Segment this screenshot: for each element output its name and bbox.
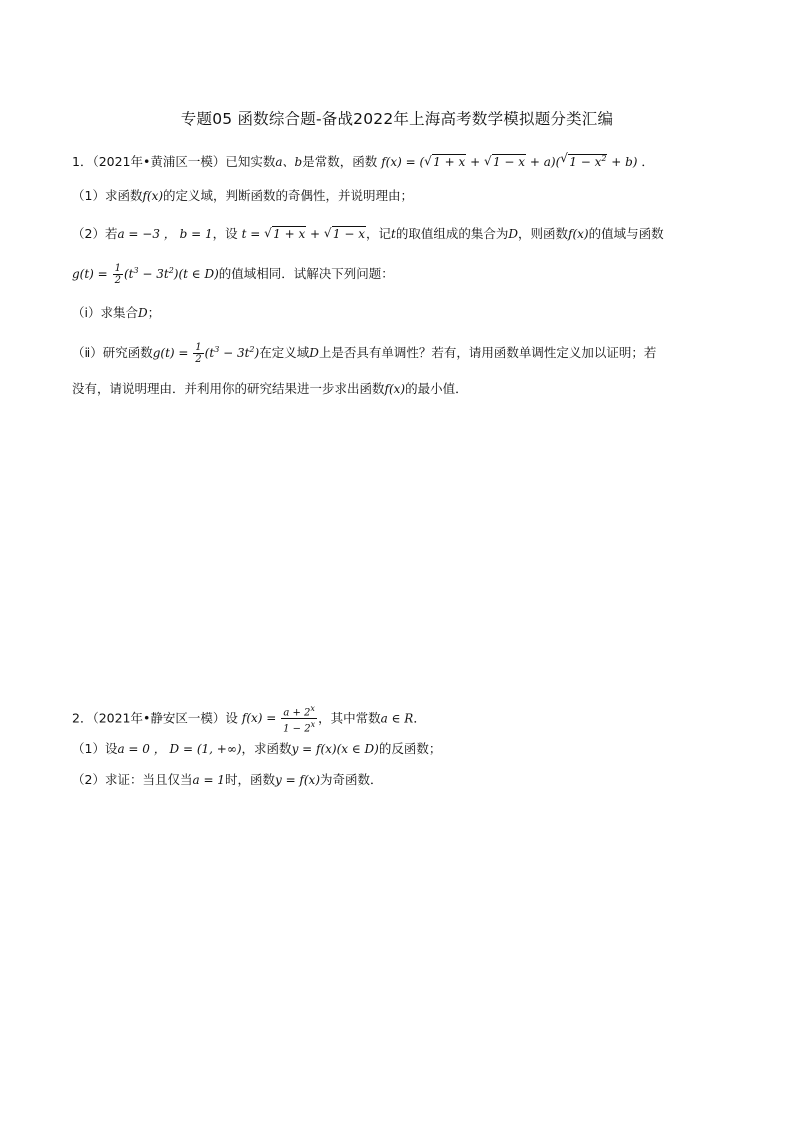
q1-p2-condition: a = −3 ， b = 1 bbox=[117, 227, 213, 241]
q1-vars: a、b bbox=[275, 155, 303, 169]
q2-intro2: ，其中常数 bbox=[318, 710, 381, 726]
q1-g-definition-2: g(t) = $\frac{1}{2}$ $(t^3 - 3t^2)$ bbox=[152, 342, 260, 365]
q2-aR: a ∈ R bbox=[380, 711, 414, 726]
q1-p1-text-b: 的定义域，判断函数的奇偶性，并说明理由； bbox=[163, 188, 414, 203]
q2-part2 bbox=[72, 771, 383, 789]
q2-p2-text-c: 为奇函数． bbox=[320, 772, 383, 787]
q1-part2-line1 bbox=[72, 225, 664, 243]
q1-p2-text-g: 的值域相同．试解决下列问题： bbox=[218, 266, 394, 281]
q2-p1-cond: a = 0 ， D = (1, +∞) bbox=[117, 742, 242, 756]
q1-part-ii-line1 bbox=[72, 341, 656, 365]
q1-function-formula: f(x) = (√ 1 + x + √ 1 − x + a)(√ $1 - x^2 + b$) bbox=[381, 155, 641, 169]
q1-part-i bbox=[72, 304, 160, 322]
q1-part1 bbox=[72, 187, 413, 205]
q1-pii-text-a: （ⅱ）研究函数 bbox=[72, 345, 153, 360]
q1-D-3: D bbox=[309, 346, 319, 360]
q1-pi-text: （ⅰ）求集合 bbox=[72, 305, 138, 320]
q1-p2-text-c: ，记 bbox=[366, 226, 392, 241]
q2-p2-cond: a = 1 bbox=[192, 773, 225, 787]
q1-t: t bbox=[391, 227, 396, 241]
page-title: 专题05 函数综合题-备战2022年上海高考数学模拟题分类汇编 bbox=[180, 110, 614, 128]
q1-intro2: 是常数，函数 bbox=[302, 154, 378, 169]
q1-fx-2: f(x) bbox=[568, 227, 589, 241]
q1-p2-text-a: （2）若 bbox=[72, 226, 118, 241]
q1-g-definition: g(t) = $\frac{1}{2}$ $(t^3 - 3t^2)(t$ ∈ D) bbox=[72, 263, 219, 286]
q1-pii-text-e: 的最小值． bbox=[405, 381, 468, 396]
q2-p2-text-b: 时，函数 bbox=[224, 772, 275, 787]
q2-p1-text-b: ，求函数 bbox=[241, 741, 292, 756]
q1-intro: 1．（2021年•黄浦区一模）已知实数 bbox=[72, 154, 276, 169]
q1-p2-text-e: ，则函数 bbox=[518, 226, 569, 241]
q2-p2-y: y = f(x) bbox=[274, 773, 321, 787]
q2-end: ． bbox=[413, 710, 426, 726]
q2-part1 bbox=[72, 740, 441, 758]
q2-line-1 bbox=[72, 703, 426, 735]
q1-line-1 bbox=[72, 150, 654, 171]
q2-p2-text-a: （2）求证：当且仅当 bbox=[72, 772, 193, 787]
q2-p1-text-a: （1）设 bbox=[72, 741, 118, 756]
q1-D-2: D bbox=[137, 306, 148, 320]
q1-fx: f(x) bbox=[142, 189, 164, 203]
q2-p1-y: y = f(x)(x ∈ D) bbox=[291, 742, 379, 756]
q1-p2-text-f: 的值域与函数 bbox=[588, 226, 664, 241]
q1-part-ii-line2 bbox=[72, 380, 468, 398]
q1-p1-text-a: （1）求函数 bbox=[72, 188, 143, 203]
q2-p1-text-c: 的反函数； bbox=[378, 741, 442, 756]
q1-pii-text-c: 上是否具有单调性？若有，请用函数单调性定义加以证明；若 bbox=[318, 345, 657, 360]
q1-p2-text-b: ，设 bbox=[212, 226, 238, 241]
q1-part2-line2 bbox=[72, 262, 394, 286]
q1-end: ． bbox=[641, 154, 654, 169]
q1-p2-text-d: 的取值组成的集合为 bbox=[395, 226, 509, 241]
q2-intro: 2．（2021年•静安区一模）设 bbox=[72, 710, 238, 726]
q1-pi-end: ； bbox=[147, 305, 161, 320]
q2-function-formula: f(x) = $\frac{a + 2^x}{1 - 2^x}$ bbox=[241, 704, 316, 735]
q1-t-definition: t = √ 1 + x + √ 1 − x bbox=[242, 227, 366, 241]
q1-pii-text-b: 在定义域 bbox=[259, 345, 310, 360]
q1-pii-text-d: 没有，请说明理由．并利用你的研究结果进一步求出函数 bbox=[72, 381, 385, 396]
q1-D: D bbox=[508, 227, 518, 241]
q1-fx-3: f(x) bbox=[384, 382, 406, 396]
